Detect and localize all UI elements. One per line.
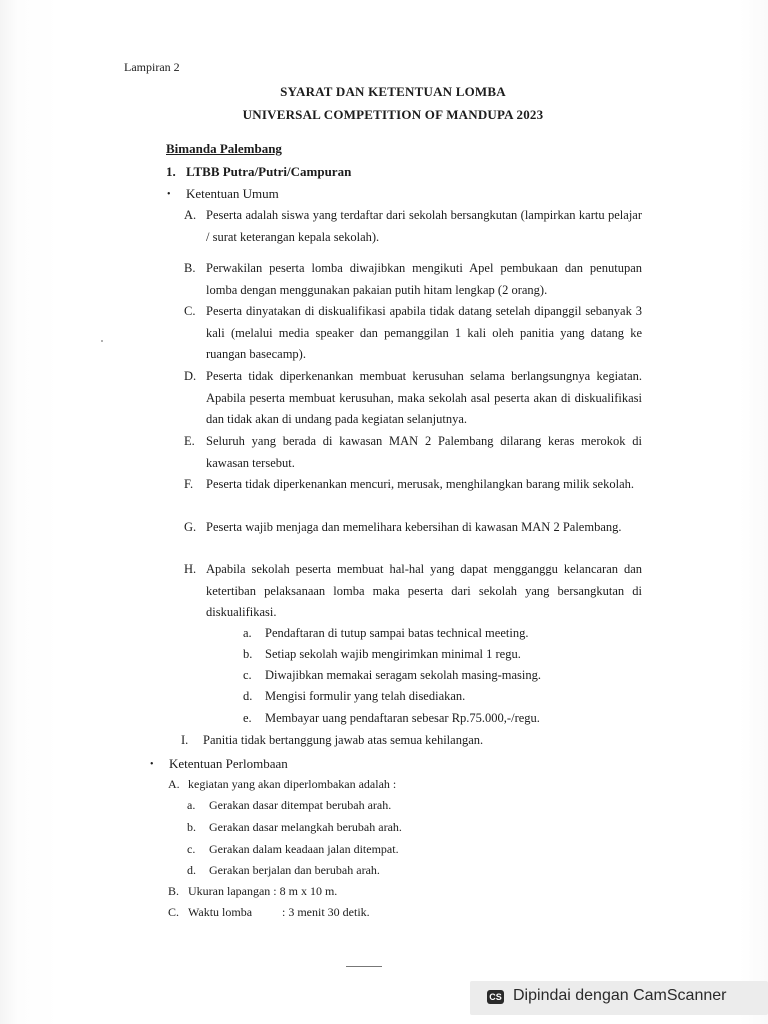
- ketentuan-umum-label: Ketentuan Umum: [186, 186, 279, 201]
- scan-speck: [101, 340, 103, 342]
- sub-text: Mengisi formulir yang telah disediakan.: [265, 689, 466, 703]
- bullet-icon: •: [167, 189, 171, 200]
- ketentuan-perlombaan-heading: [150, 756, 288, 772]
- document-title-line1: SYARAT DAN KETENTUAN LOMBA: [280, 84, 506, 99]
- rule-letter: E.: [184, 434, 195, 448]
- rule-value: : 3 menit 30 detik.: [282, 905, 370, 919]
- sub-letter: a.: [187, 798, 196, 812]
- rule-item-c: [184, 301, 642, 366]
- sub-letter: c.: [243, 668, 252, 682]
- sub-letter: e.: [243, 711, 252, 725]
- camscanner-logo-icon: CS: [487, 990, 504, 1004]
- sub-item-a: [243, 626, 528, 641]
- sub-item-b: [243, 647, 521, 662]
- ketentuan-umum-heading: [167, 186, 279, 202]
- competition-item-c: [168, 905, 370, 920]
- bullet-icon: •: [150, 759, 154, 770]
- competition-sub-c: [187, 842, 399, 857]
- sub-letter: b.: [243, 647, 253, 661]
- sub-letter: d.: [243, 689, 253, 703]
- rule-text: Apabila sekolah peserta membuat hal-hal yang dapat mengganggu kelancaran dan ketertiban pelaksanaan lomba maka peserta dari sekolah yang bersangkutan di diskualifikasi.: [206, 562, 642, 619]
- rule-item-g: [184, 517, 642, 539]
- rule-text: Ukuran lapangan : 8 m x 10 m.: [188, 884, 338, 898]
- sub-text: Gerakan dasar ditempat berubah arah.: [209, 798, 392, 812]
- rule-text: Peserta tidak diperkenankan membuat kerusuhan selama berlangsungnya kegiatan. Apabila peserta membuat kerusuhan, maka sekolah asal peserta akan di diskualifikasi dan tidak akan di undang pada kegiatan selanjutnya.: [206, 369, 642, 426]
- rule-letter: A.: [184, 208, 197, 222]
- rule-letter: C.: [168, 905, 180, 919]
- rule-text: Peserta tidak diperkenankan mencuri, merusak, menghilangkan barang milik sekolah.: [206, 477, 634, 491]
- sub-item-d: [243, 689, 465, 704]
- section-title: LTBB Putra/Putri/Campuran: [186, 164, 352, 179]
- sub-item-e: [243, 711, 540, 726]
- camscanner-text: Dipindai dengan CamScanner: [513, 987, 727, 1004]
- rule-letter: G.: [184, 520, 197, 534]
- rule-text: Peserta dinyatakan di diskualifikasi apabila tidak datang setelah dipanggil sebanyak 3 kali (melalui media speaker dan pemanggilan 1 kali oleh panitia yang datang ke ruangan basecamp).: [206, 304, 642, 361]
- competition-sub-d: [187, 863, 380, 878]
- sub-item-c: [243, 668, 541, 683]
- sub-text: Setiap sekolah wajib mengirimkan minimal 1 regu.: [265, 647, 521, 661]
- camscanner-watermark: [470, 981, 768, 1015]
- rule-text: Panitia tidak bertanggung jawab atas semua kehilangan.: [203, 733, 484, 747]
- competition-sub-b: [187, 820, 402, 835]
- ketentuan-perlombaan-label: Ketentuan Perlombaan: [169, 756, 288, 771]
- rule-letter: A.: [168, 777, 180, 791]
- rule-item-h: [184, 559, 642, 624]
- section-heading: [166, 164, 351, 180]
- rule-item-f: [184, 474, 642, 496]
- rule-text: Peserta wajib menjaga dan memelihara kebersihan di kawasan MAN 2 Palembang.: [206, 520, 622, 534]
- rule-letter: B.: [168, 884, 180, 898]
- sub-letter: a.: [243, 626, 252, 640]
- rule-letter: D.: [184, 369, 197, 383]
- sub-text: Membayar uang pendaftaran sebesar Rp.75.000,-/regu.: [265, 711, 540, 725]
- footer-rule: [346, 966, 382, 967]
- competition-item-b: [168, 884, 337, 899]
- rule-item-i: [181, 733, 483, 748]
- rule-text: Seluruh yang berada di kawasan MAN 2 Palembang dilarang keras merokok di kawasan tersebut.: [206, 434, 642, 470]
- rule-text: Perwakilan peserta lomba diwajibkan mengikuti Apel pembukaan dan penutupan lomba dengan menggunakan pakaian putih hitam lengkap (2 orang).: [206, 261, 642, 297]
- rule-letter: F.: [184, 477, 194, 491]
- competition-item-a: [168, 777, 396, 792]
- rule-letter: H.: [184, 562, 197, 576]
- sub-text: Gerakan dalam keadaan jalan ditempat.: [209, 842, 399, 856]
- rule-item-d: [184, 366, 642, 431]
- rule-letter: I.: [181, 733, 189, 747]
- rule-text: Peserta adalah siswa yang terdaftar dari sekolah bersangkutan (lampirkan kartu pelajar / surat keterangan kepala sekolah).: [206, 208, 642, 244]
- lampiran-label: Lampiran 2: [124, 60, 180, 74]
- rule-item-b: [184, 258, 642, 301]
- document-title-line2: UNIVERSAL COMPETITION OF MANDUPA 2023: [242, 107, 544, 122]
- sub-letter: d.: [187, 863, 196, 877]
- sub-text: Diwajibkan memakai seragam sekolah masing-masing.: [265, 668, 541, 682]
- rule-item-a: [184, 205, 642, 248]
- sub-letter: c.: [187, 842, 196, 856]
- section-number: 1.: [166, 164, 176, 179]
- competition-sub-a: [187, 798, 391, 813]
- rule-letter: C.: [184, 304, 196, 318]
- rule-label: Waktu lomba: [188, 905, 253, 919]
- rule-item-e: [184, 431, 642, 474]
- rule-letter: B.: [184, 261, 196, 275]
- rule-text: kegiatan yang akan diperlombakan adalah :: [188, 777, 397, 791]
- sub-text: Pendaftaran di tutup sampai batas technical meeting.: [265, 626, 529, 640]
- sub-text: Gerakan dasar melangkah berubah arah.: [209, 820, 402, 834]
- organizer-heading: Bimanda Palembang: [166, 141, 282, 156]
- sub-letter: b.: [187, 820, 196, 834]
- sub-text: Gerakan berjalan dan berubah arah.: [209, 863, 380, 877]
